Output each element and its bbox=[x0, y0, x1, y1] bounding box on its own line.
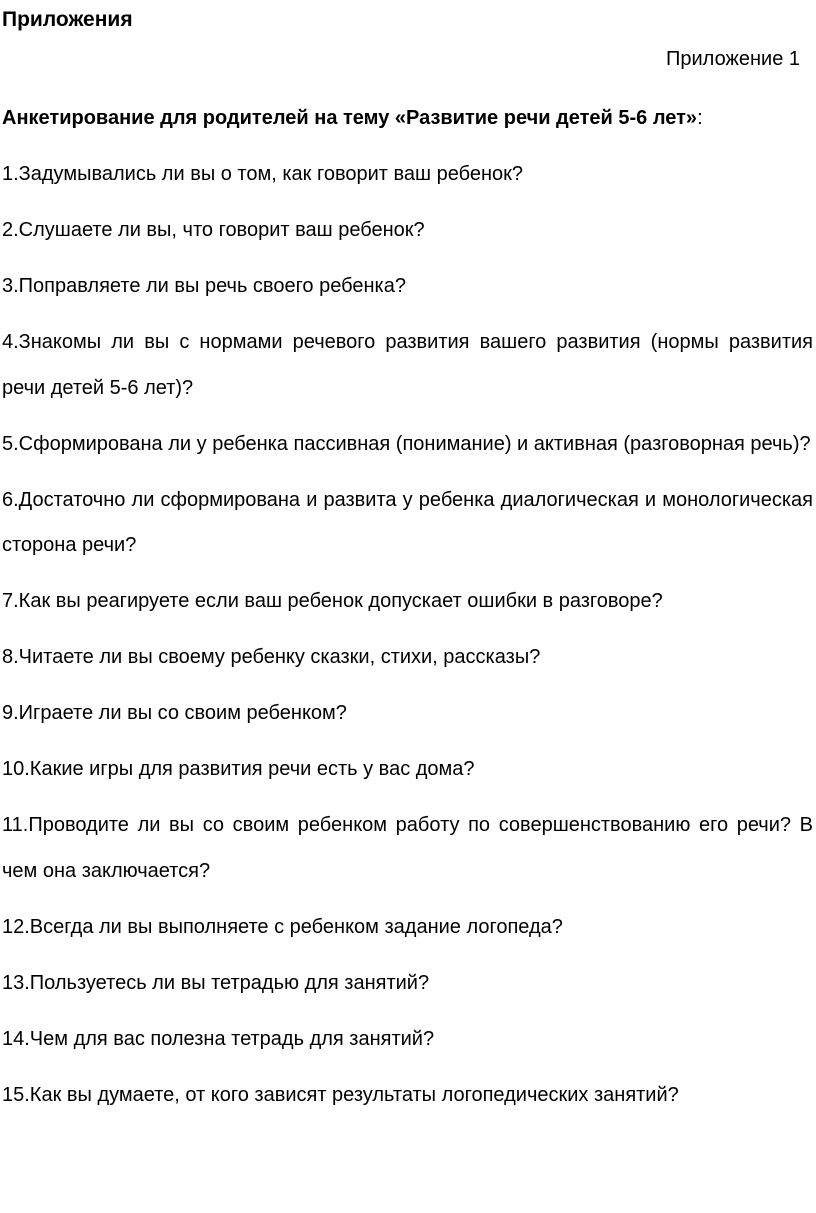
question-15: 15.Как вы думаете, от кого зависят результаты логопедических занятий? bbox=[2, 1083, 679, 1106]
question-4: 4.Знакомы ли вы с нормами речевого развития вашего развития (нормы развития речи детей 5-6 лет)? bbox=[2, 331, 813, 399]
appendix-label: Приложение 1 bbox=[666, 48, 800, 70]
question-9: 9.Играете ли вы со своим ребенком? bbox=[2, 702, 347, 724]
question-6: 6.Достаточно ли сформирована и развита у ребенка диалогическая и монологическая сторона речи? bbox=[2, 488, 813, 556]
survey-title-colon: : bbox=[697, 107, 703, 129]
question-11: 11.Проводите ли вы со своим ребенком работу по совершенствованию его речи? В чем она заключается? bbox=[2, 814, 813, 882]
question-1: 1.Задумывались ли вы о том, как говорит ваш ребенок? bbox=[2, 163, 524, 185]
question-7: 7.Как вы реагируете если ваш ребенок допускает ошибки в разговоре? bbox=[2, 590, 663, 612]
question-8: 8.Читаете ли вы своему ребенку сказки, стихи, рассказы? bbox=[2, 646, 541, 668]
question-2: 2.Слушаете ли вы, что говорит ваш ребенок? bbox=[2, 219, 425, 241]
question-13: 13.Пользуетесь ли вы тетрадью для занятий? bbox=[2, 971, 430, 994]
question-12: 12.Всегда ли вы выполняете с ребенком задание логопеда? bbox=[2, 915, 563, 938]
section-heading: Приложения bbox=[2, 8, 133, 31]
question-10: 10.Какие игры для развития речи есть у вас дома? bbox=[2, 758, 475, 780]
question-14: 14.Чем для вас полезна тетрадь для занятий? bbox=[2, 1027, 435, 1050]
question-list bbox=[2, 152, 813, 1129]
survey-title-text: Анкетирование для родителей на тему «Развитие речи детей 5-6 лет» bbox=[2, 107, 698, 129]
question-5: 5.Сформирована ли у ребенка пассивная (понимание) и активная (разговорная речь)? bbox=[2, 432, 811, 455]
survey-title bbox=[2, 104, 703, 132]
question-3: 3.Поправляете ли вы речь своего ребенка? bbox=[2, 275, 406, 297]
